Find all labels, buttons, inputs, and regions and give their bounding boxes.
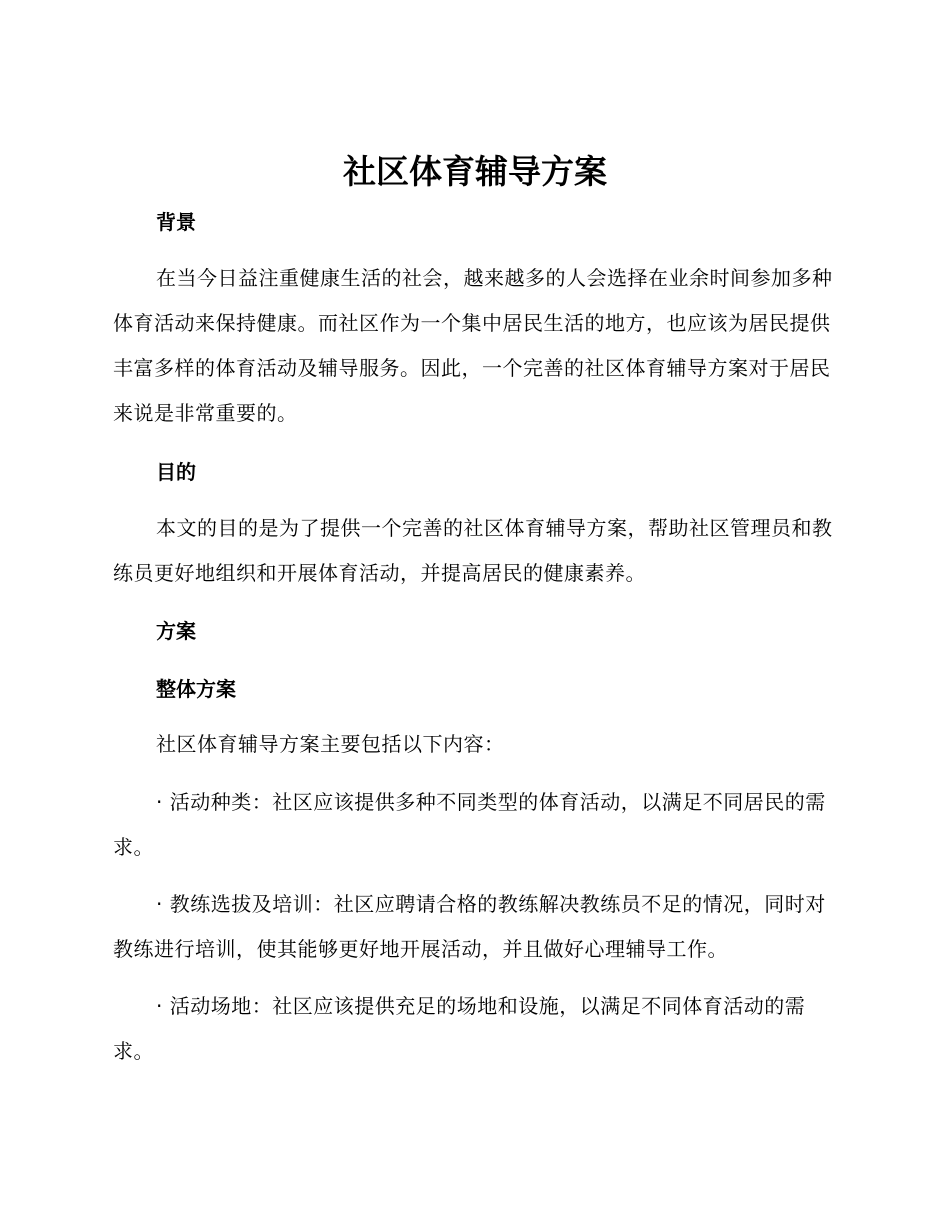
overall-plan-intro: 社区体育辅导方案主要包括以下内容： [156, 732, 505, 756]
list-item-activity-venue: · 活动场地：社区应该提供充足的场地和设施，以满足不同体育活动的需求。 [113, 994, 806, 1063]
section-heading-overall-plan: 整体方案 [156, 677, 236, 701]
list-item-coach-training: · 教练选拔及培训：社区应聘请合格的教练解决教练员不足的情况，同时对教练进行培训，使其能够更好地开展活动，并且做好心理辅导工作。 [113, 892, 826, 961]
purpose-paragraph: 本文的目的是为了提供一个完善的社区体育辅导方案，帮助社区管理员和教练员更好地组织和开展体育活动，并提高居民的健康素养。 [113, 516, 833, 585]
section-heading-background: 背景 [156, 210, 196, 234]
background-paragraph: 在当今日益注重健康生活的社会，越来越多的人会选择在业余时间参加多种体育活动来保持健康。而社区作为一个集中居民生活的地方，也应该为居民提供丰富多样的体育活动及辅导服务。因此，一个完善的社区体育辅导方案对于居民来说是非常重要的。 [113, 266, 833, 425]
document-title: 社区体育辅导方案 [343, 152, 607, 191]
list-item-activity-types: · 活动种类：社区应该提供多种不同类型的体育活动，以满足不同居民的需求。 [113, 790, 826, 859]
section-heading-plan: 方案 [156, 619, 196, 643]
section-heading-purpose: 目的 [156, 460, 196, 484]
